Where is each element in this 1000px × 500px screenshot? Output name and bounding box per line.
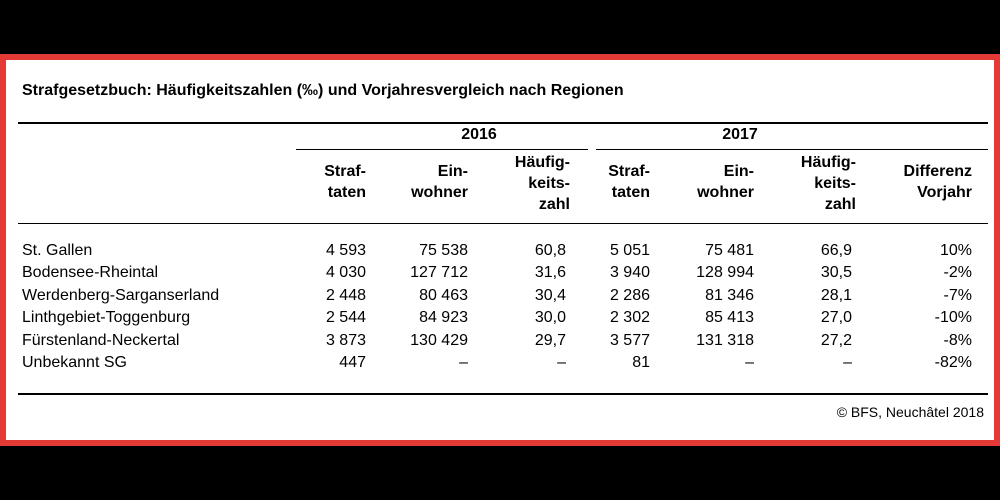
haeufigkeitszahl-2017-cell: 30,5 [820,264,852,282]
haeufigkeitszahl-2017-cell: – [843,354,852,371]
haeufigkeitszahl-2017-cell: 27,0 [820,309,852,327]
straftaten-2017-cell: 3 940 [609,264,650,282]
einwohner-2016-cell: 84 923 [419,309,468,327]
straftaten-2016-cell: 3 873 [325,331,366,349]
einwohner-2016-cell: 80 463 [419,286,468,304]
straftaten-2017-cell: 2 302 [609,309,650,327]
source-footer: © BFS, Neuchâtel 2018 [836,404,984,420]
differenz-vorjahr-cell: -2% [943,264,972,282]
table-row [6,285,994,307]
year-2017-rule [596,149,988,150]
einwohner-2017-cell: 131 318 [696,331,754,349]
region-cell: Linthgebiet-Toggenburg [22,309,191,327]
differenz-vorjahr-cell: -82% [934,354,972,371]
differenz-vorjahr-cell: -8% [943,331,972,349]
bottom-rule [18,393,988,395]
einwohner-2017-cell: 81 346 [705,286,754,304]
einwohner-2017-cell: 85 413 [705,309,754,327]
straftaten-2016-cell: 447 [339,354,366,371]
einwohner-2017-cell: 75 481 [705,242,754,259]
table-row [6,307,994,329]
table-document [6,60,994,440]
header-einwohner-2017: Ein- wohner [697,163,754,201]
table-row [6,330,994,352]
einwohner-2016-cell: 130 429 [410,331,468,349]
straftaten-2016-cell: 4 593 [325,242,366,259]
straftaten-2016-cell: 2 448 [325,286,366,304]
header-differenz-vorjahr: Differenz Vorjahr [903,163,972,201]
haeufigkeitszahl-2017-cell: 66,9 [820,242,852,259]
header-straftaten-2016: Straf- taten [324,163,366,201]
differenz-vorjahr-cell: -7% [943,286,972,304]
region-cell: Unbekannt SG [22,354,127,371]
differenz-vorjahr-cell: -10% [934,309,972,327]
haeufigkeitszahl-2016-cell: – [557,354,566,371]
region-cell: St. Gallen [22,242,93,259]
straftaten-2017-cell: 5 051 [609,242,650,259]
table-title: Strafgesetzbuch: Häufigkeitszahlen (‰) und Vorjahresvergleich nach Regionen [22,82,624,99]
straftaten-2016-cell: 2 544 [325,309,366,327]
region-cell: Fürstenland-Neckertal [22,331,180,349]
straftaten-2017-cell: 81 [632,354,650,371]
header-haeufigkeitszahl-2016: Häufig- keits- zahl [514,154,570,213]
region-cell: Werdenberg-Sarganserland [22,286,220,304]
haeufigkeitszahl-2016-cell: 30,4 [534,286,566,304]
einwohner-2017-cell: – [745,354,754,371]
haeufigkeitszahl-2017-cell: 28,1 [820,286,852,304]
einwohner-2017-cell: 128 994 [696,264,754,282]
year-2017-header: 2017 [722,126,758,143]
einwohner-2016-cell: 127 712 [410,264,468,282]
straftaten-2016-cell: 4 030 [325,264,366,282]
header-straftaten-2017: Straf- taten [608,163,650,201]
year-2016-header: 2016 [461,126,497,143]
haeufigkeitszahl-2016-cell: 30,0 [534,309,566,327]
table-row [6,352,994,374]
einwohner-2016-cell: – [459,354,468,371]
haeufigkeitszahl-2016-cell: 31,6 [534,264,566,282]
differenz-vorjahr-cell: 10% [939,242,972,259]
year-2016-rule [296,149,588,150]
table-row [6,262,994,284]
haeufigkeitszahl-2016-cell: 60,8 [534,242,566,259]
haeufigkeitszahl-2016-cell: 29,7 [534,331,566,349]
header-haeufigkeitszahl-2017: Häufig- keits- zahl [800,154,856,213]
table-row [6,240,994,262]
straftaten-2017-cell: 2 286 [609,286,650,304]
straftaten-2017-cell: 3 577 [609,331,650,349]
region-cell: Bodensee-Rheintal [22,264,159,282]
header-einwohner-2016: Ein- wohner [411,163,468,201]
top-rule [18,122,988,124]
header-bottom-rule [18,223,988,224]
haeufigkeitszahl-2017-cell: 27,2 [820,331,852,349]
einwohner-2016-cell: 75 538 [419,242,468,259]
